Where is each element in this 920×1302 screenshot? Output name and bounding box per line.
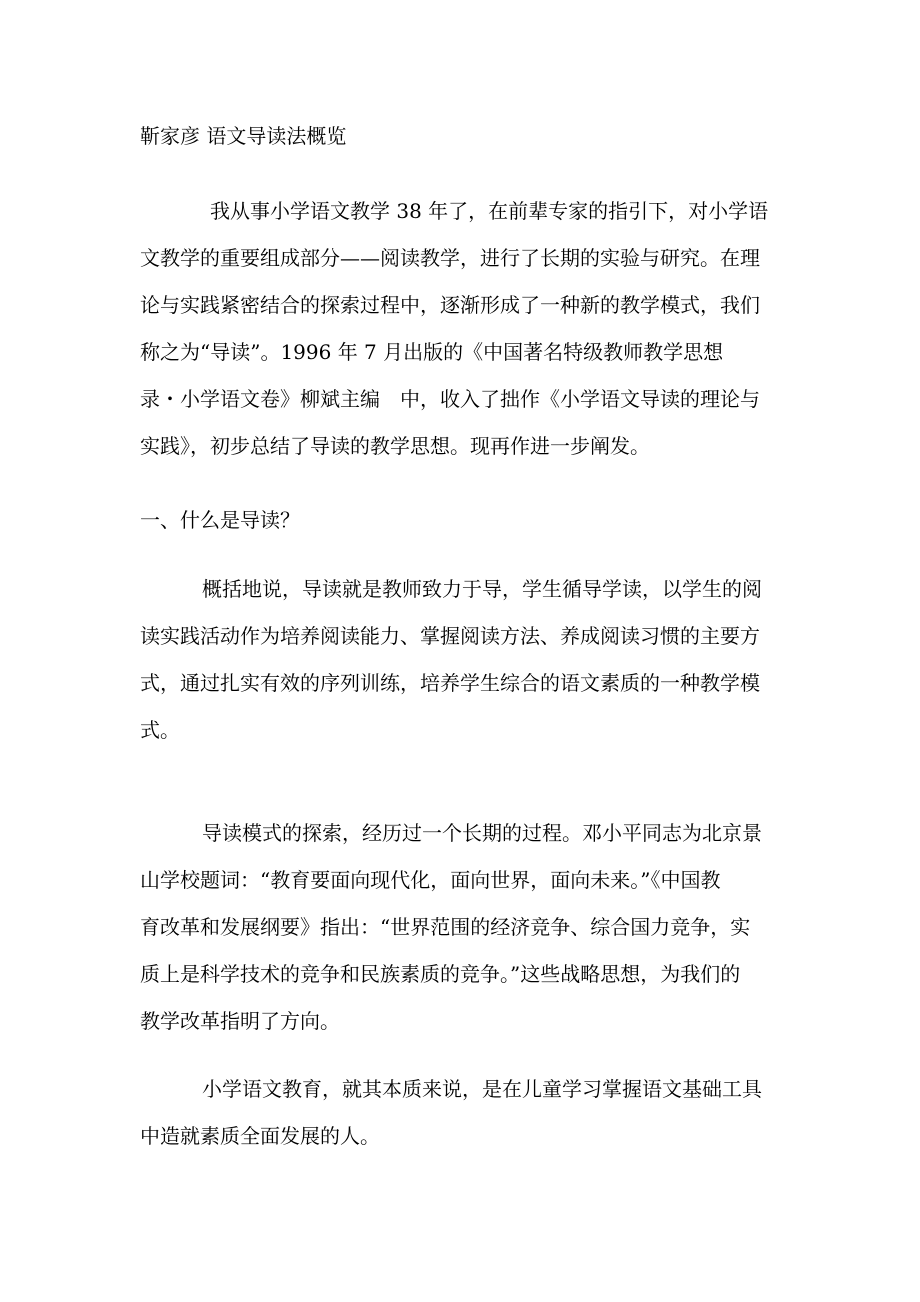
paragraph-line: 称之为“导读”。1996 年 7 月出版的《中国著名特级教师教学思想 bbox=[140, 340, 724, 364]
paragraph-line: 概括地说，导读就是教师致力于导，学生循导学读，以学生的阅 bbox=[202, 577, 762, 601]
paragraph-line: 导读模式的探索，经历过一个长期的过程。邓小平同志为北京景 bbox=[202, 821, 762, 845]
paragraph-line: 论与实践紧密结合的探索过程中，逐渐形成了一种新的教学模式，我们 bbox=[140, 293, 760, 317]
paragraph-line: 式。 bbox=[140, 718, 180, 742]
paragraph-intro bbox=[140, 188, 790, 470]
paragraph-essence bbox=[140, 1066, 790, 1160]
paragraph-line: 录・小学语文卷》柳斌主编 中，收入了拙作《小学语文导读的理论与 bbox=[140, 387, 760, 411]
paragraph-line: 文教学的重要组成部分——阅读教学，进行了长期的实验与研究。在理 bbox=[140, 246, 760, 270]
paragraph-history bbox=[140, 810, 790, 1045]
paragraph-line: 小学语文教育，就其本质来说，是在儿童学习掌握语文基础工具 bbox=[202, 1077, 762, 1101]
paragraph-definition bbox=[140, 566, 790, 754]
section-heading: 一、什么是导读？ bbox=[140, 508, 300, 532]
document-title: 靳家彦 语文导读法概览 bbox=[140, 124, 347, 148]
paragraph-line: 山学校题词：“教育要面向现代化，面向世界，面向未来。”《中国教 bbox=[140, 868, 721, 892]
paragraph-line: 式，通过扎实有效的序列训练，培养学生综合的语文素质的一种教学模 bbox=[140, 671, 760, 695]
paragraph-line: 育改革和发展纲要》指出：“世界范围的经济竞争、综合国力竞争，实 bbox=[140, 915, 751, 939]
paragraph-line: 质上是科学技术的竞争和民族素质的竞争。”这些战略思想，为我们的 bbox=[140, 962, 741, 986]
paragraph-line: 中造就素质全面发展的人。 bbox=[140, 1124, 380, 1148]
paragraph-line: 读实践活动作为培养阅读能力、掌握阅读方法、养成阅读习惯的主要方 bbox=[140, 624, 760, 648]
paragraph-line: 实践》，初步总结了导读的教学思想。现再作进一步阐发。 bbox=[140, 434, 650, 458]
paragraph-line: 我从事小学语文教学 38 年了，在前辈专家的指引下，对小学语 bbox=[210, 199, 769, 223]
paragraph-line: 教学改革指明了方向。 bbox=[140, 1009, 340, 1033]
